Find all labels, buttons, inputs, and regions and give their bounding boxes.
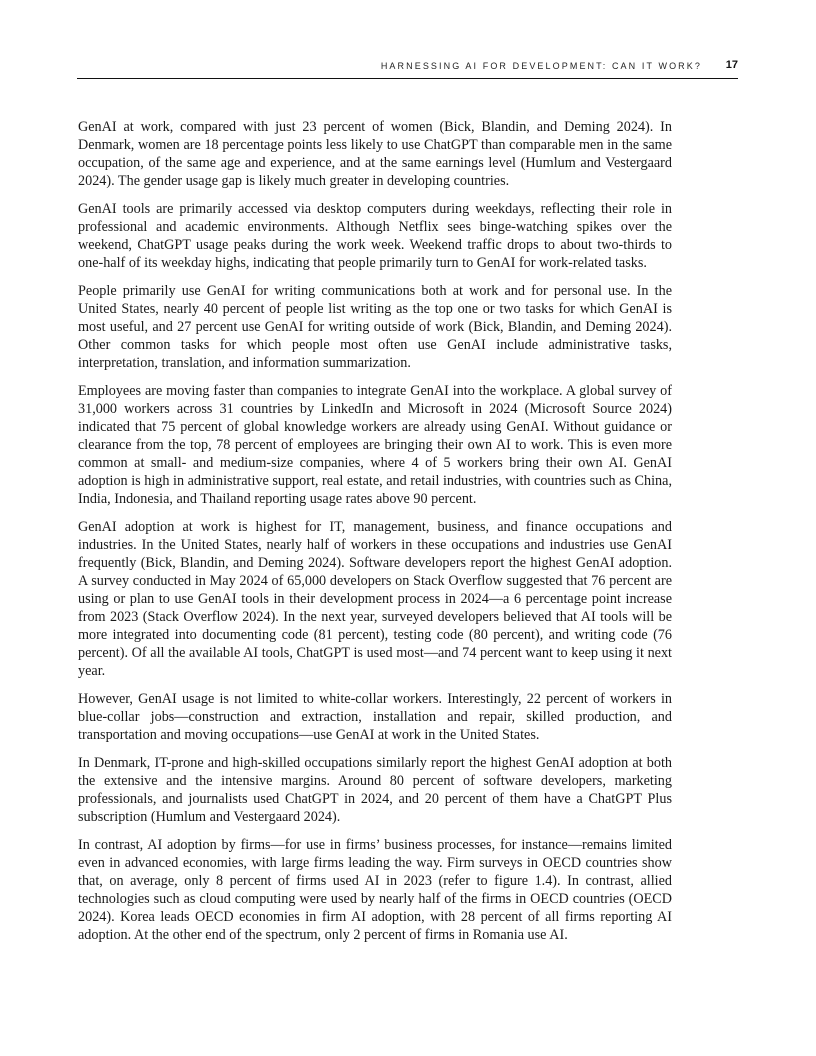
paragraph-firm-adoption: In contrast, AI adoption by firms—for use in firms’ business processes, for instance—remains limited even in advanced economies, with large firms leading the way. Firm surveys in OECD countries show that, on average, only 8 percent of firms used AI in 2023 (refer to figure 1.4). In contrast, allied technologies such as cloud computing were used by nearly half of the firms in OECD countries (OECD 2024). Korea leads OECD economies in firm AI adoption, with 28 percent of all firms reporting AI adoption. At the other end of the spectrum, only 2 percent of firms in Romania use AI. (78, 837, 672, 943)
paragraph-it-occupations: GenAI adoption at work is highest for IT, management, business, and finance occupations and industries. In the United States, nearly half of workers in these occupations and industries use GenAI frequently (Bick, Blandin, and Deming 2024). Software developers report the highest GenAI adoption. A survey conducted in May 2024 of 65,000 developers on Stack Overflow suggested that 76 percent are using or plan to use GenAI tools in their development process in 2024—a 6 percentage point increase from 2023 (Stack Overflow 2024). In the next year, surveyed developers believed that AI tools will be more integrated into documenting code (81 percent), testing code (80 percent), and writing code (76 percent). Of all the available AI tools, ChatGPT is used most—and 74 percent want to keep using it next year. (78, 519, 672, 679)
paragraph-writing-communications: People primarily use GenAI for writing communications both at work and for personal use. In the United States, nearly 40 percent of people list writing as the top one or two tasks for which GenAI is most useful, and 27 percent use GenAI for writing outside of work (Bick, Blandin, and Deming 2024). Other common tasks for which people most often use GenAI include administrative tasks, interpretation, translation, and information summarization. (78, 283, 672, 371)
body-text (78, 118, 672, 954)
paragraph-denmark: In Denmark, IT-prone and high-skilled occupations similarly report the highest GenAI adoption at both the extensive and the intensive margins. Around 80 percent of software developers, marketing professionals, and journalists used ChatGPT in 2024, and 20 percent of them have a ChatGPT Plus subscription (Humlum and Vestergaard 2024). (78, 755, 672, 825)
page-header (77, 58, 738, 79)
paragraph-blue-collar: However, GenAI usage is not limited to white-collar workers. Interestingly, 22 percent of workers in blue-collar jobs—construction and extraction, installation and repair, skilled production, and transportation and moving occupations—use GenAI at work in the United States. (78, 691, 672, 743)
paragraph-employees-faster: Employees are moving faster than companies to integrate GenAI into the workplace. A global survey of 31,000 workers across 31 countries by LinkedIn and Microsoft in 2024 (Microsoft Source 2024) indicated that 75 percent of global knowledge workers are already using GenAI. Without guidance or clearance from the top, 78 percent of employees are bringing their own AI to work. This is even more common at small- and medium-size companies, where 4 of 5 workers bring their own AI. GenAI adoption is high in administrative support, real estate, and retail industries, with countries such as China, India, Indonesia, and Thailand reporting usage rates above 90 percent. (78, 383, 672, 507)
paragraph-desktop-weekdays: GenAI tools are primarily accessed via desktop computers during weekdays, reflecting their role in professional and academic environments. Although Netflix sees binge-watching spikes over the weekend, ChatGPT usage peaks during the work week. Weekend traffic drops to about two-thirds to one-half of its weekday highs, indicating that people primarily turn to GenAI for work-related tasks. (78, 201, 672, 271)
running-head: HARNESSING AI FOR DEVELOPMENT: CAN IT WORK? (380, 61, 702, 71)
page-number: 17 (725, 59, 738, 71)
paragraph-gender-gap: GenAI at work, compared with just 23 percent of women (Bick, Blandin, and Deming 2024). In Denmark, women are 18 percentage points less likely to use ChatGPT than comparable men in the same occupation, of the same age and experience, and at the same earnings level (Humlum and Vestergaard 2024). The gender usage gap is likely much greater in developing countries. (78, 119, 672, 189)
